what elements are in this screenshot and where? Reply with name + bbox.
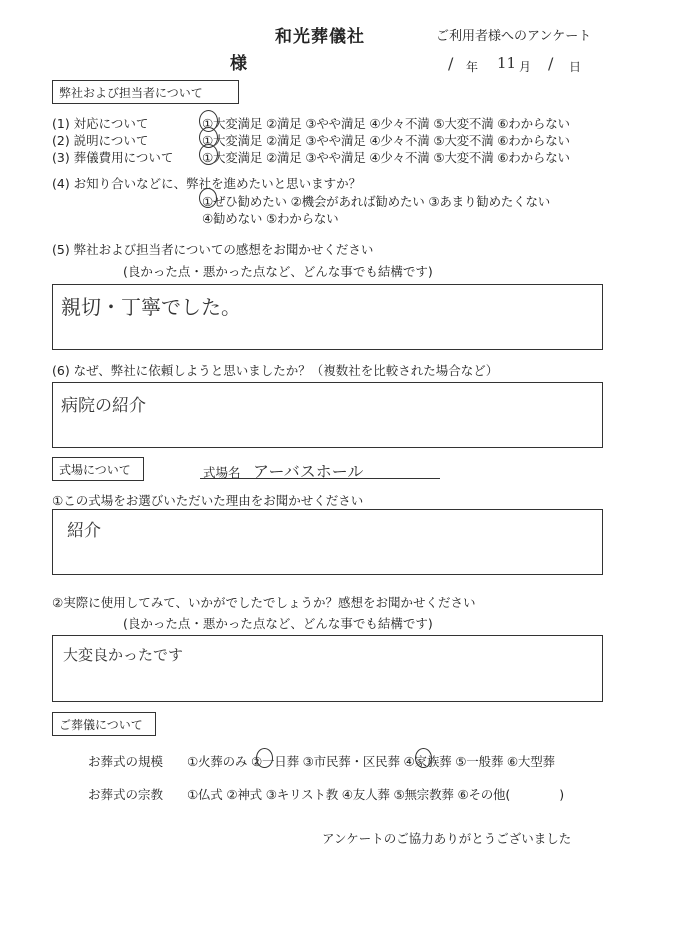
q5-label: (5) 弊社および担当者についての感想をお聞かせください bbox=[52, 242, 374, 257]
q4-selected-circle bbox=[199, 188, 217, 208]
funeral-scale-options: ①火葬のみ ②一日葬 ③市民葬・区民葬 ④家族葬 ⑤一般葬 ⑥大型葬 bbox=[187, 754, 555, 769]
q5-answer-text: 親切・丁寧でした。 bbox=[61, 295, 241, 319]
q3-selected-circle bbox=[199, 144, 218, 165]
date-day-unit: 日 bbox=[569, 60, 582, 74]
funeral-scale-circle-2 bbox=[256, 748, 273, 768]
date-slash-1: / bbox=[448, 54, 454, 73]
q1-label: (1) 対応について bbox=[52, 116, 149, 131]
q6-label: (6) なぜ、弊社に依頼しようと思いましたか？（複数社を比較された場合など） bbox=[52, 363, 499, 378]
q2-options: ①大変満足 ②満足 ③やや満足 ④少々不満 ⑤大変不満 ⑥わからない bbox=[202, 133, 570, 148]
q4-options-line1: ①ぜひ勧めたい ②機会があれば勧めたい ③あまり勧めたくない bbox=[202, 194, 551, 209]
venue-q2-answer-text: 大変良かったです bbox=[63, 646, 184, 664]
thanks-message: アンケートのご協力ありがとうございました bbox=[322, 831, 572, 846]
venue-q1-answer-box bbox=[52, 509, 603, 575]
date-year-unit: 年 bbox=[466, 60, 479, 74]
venue-q2-label: ②実際に使用してみて、いかがでしたでしょうか？感想をお聞かせください bbox=[52, 595, 476, 610]
q1-options: ①大変満足 ②満足 ③やや満足 ④少々不満 ⑤大変不満 ⑥わからない bbox=[202, 116, 570, 131]
funeral-scale-circle-4 bbox=[415, 748, 432, 768]
venue-q1-label: ①この式場をお選びいただいた理由をお聞かせください bbox=[52, 493, 364, 508]
q4-label: (4) お知り合いなどに、弊社を進めたいと思いますか？ bbox=[52, 176, 362, 191]
venue-q2-answer-box bbox=[52, 635, 603, 702]
survey-title: ご利用者様へのアンケート bbox=[436, 29, 592, 44]
company-name: 和光葬儀社 bbox=[275, 27, 365, 47]
q4-options-line2: ④勧めない ⑤わからない bbox=[202, 211, 339, 226]
section-funeral-title: ご葬儀について bbox=[52, 712, 156, 736]
venue-name-underline bbox=[200, 478, 440, 479]
funeral-scale-label: お葬式の規模 bbox=[88, 754, 164, 769]
q3-label: (3) 葬儀費用について bbox=[52, 150, 174, 165]
date-slash-2: / bbox=[548, 54, 554, 73]
q6-answer-text: 病院の紹介 bbox=[61, 396, 146, 416]
venue-q1-answer-text: 紹介 bbox=[67, 521, 101, 541]
section-company-staff-title: 弊社および担当者について bbox=[52, 80, 239, 104]
venue-q2-subnote: (良かった点・悪かった点など、どんな事でも結構です) bbox=[123, 616, 433, 631]
date-month-value: 11 bbox=[497, 54, 517, 72]
q5-answer-box bbox=[52, 284, 603, 350]
honorific-sama: 様 bbox=[230, 54, 247, 74]
q6-answer-box bbox=[52, 382, 603, 448]
q3-options: ①大変満足 ②満足 ③やや満足 ④少々不満 ⑤大変不満 ⑥わからない bbox=[202, 150, 570, 165]
date-month-unit: 月 bbox=[519, 60, 532, 74]
q2-label: (2) 説明について bbox=[52, 133, 149, 148]
funeral-religion-label: お葬式の宗教 bbox=[88, 787, 164, 802]
section-venue-title: 式場について bbox=[52, 457, 144, 481]
venue-name-label: 式場名 bbox=[203, 465, 241, 480]
funeral-religion-options: ①仏式 ②神式 ③キリスト教 ④友人葬 ⑤無宗教葬 ⑥その他( ) bbox=[187, 787, 564, 802]
venue-name-value: アーバスホール bbox=[253, 462, 364, 481]
q5-subnote: (良かった点・悪かった点など、どんな事でも結構です) bbox=[123, 264, 433, 279]
